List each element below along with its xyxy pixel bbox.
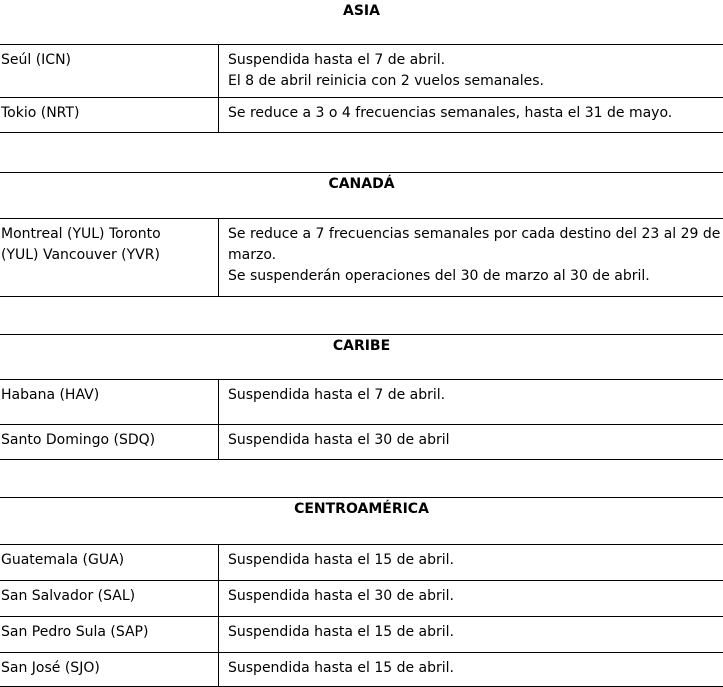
status-line: El 8 de abril reinicia con 2 vuelos semanales. [228, 73, 545, 89]
city-cell: San Salvador (SAL) [0, 581, 219, 616]
status-line: Se reduce a 3 o 4 frecuencias semanales, hasta el 31 de mayo. [228, 105, 673, 121]
table-row [0, 581, 723, 617]
status-cell [219, 219, 723, 296]
table-row [0, 653, 723, 687]
table-row [0, 425, 723, 460]
section-centroamerica [0, 497, 723, 687]
section-rows-centroamerica [0, 545, 723, 687]
status-cell [219, 581, 723, 616]
section-title-canada: CANADÁ [0, 173, 723, 219]
section-caribe [0, 334, 723, 460]
status-line: Suspendida hasta el 7 de abril. [228, 387, 446, 403]
section-rows-canada [0, 219, 723, 297]
status-line: Suspendida hasta el 30 de abril [228, 432, 450, 448]
section-canada [0, 172, 723, 297]
city-cell: Santo Domingo (SDQ) [0, 425, 219, 459]
table-row [0, 617, 723, 653]
status-line: Suspendida hasta el 30 de abril. [228, 588, 455, 604]
status-line: Se suspenderán operaciones del 30 de marzo al 30 de abril. [228, 268, 650, 284]
status-cell [219, 545, 723, 580]
city-cell: Guatemala (GUA) [0, 545, 219, 580]
city-cell: Habana (HAV) [0, 380, 219, 424]
section-rows-caribe [0, 380, 723, 460]
city-cell: San José (SJO) [0, 653, 219, 686]
city-cell: San Pedro Sula (SAP) [0, 617, 219, 652]
section-title-caribe: CARIBE [0, 335, 723, 380]
table-row [0, 219, 723, 297]
section-title-asia: ASIA [0, 0, 723, 45]
status-cell [219, 617, 723, 652]
city-cell: Tokio (NRT) [0, 98, 219, 132]
table-row [0, 380, 723, 425]
status-line: Suspendida hasta el 15 de abril. [228, 624, 455, 640]
status-cell [219, 653, 723, 686]
status-cell [219, 45, 723, 97]
status-cell [219, 380, 723, 424]
status-cell [219, 425, 723, 459]
city-cell: Montreal (YUL) Toronto (YUL) Vancouver (YVR) [0, 219, 219, 296]
section-asia [0, 0, 723, 133]
section-title-centroamerica: CENTROAMÉRICA [0, 498, 723, 545]
section-rows-asia [0, 45, 723, 133]
status-line: Se reduce a 7 frecuencias semanales por cada destino del 23 al 29 de marzo. [228, 226, 721, 263]
table-row [0, 45, 723, 98]
table-row [0, 98, 723, 133]
table-row [0, 545, 723, 581]
status-line: Suspendida hasta el 15 de abril. [228, 552, 455, 568]
status-cell [219, 98, 723, 132]
status-line: Suspendida hasta el 15 de abril. [228, 660, 455, 676]
status-line: Suspendida hasta el 7 de abril. [228, 52, 446, 68]
city-cell: Seúl (ICN) [0, 45, 219, 97]
